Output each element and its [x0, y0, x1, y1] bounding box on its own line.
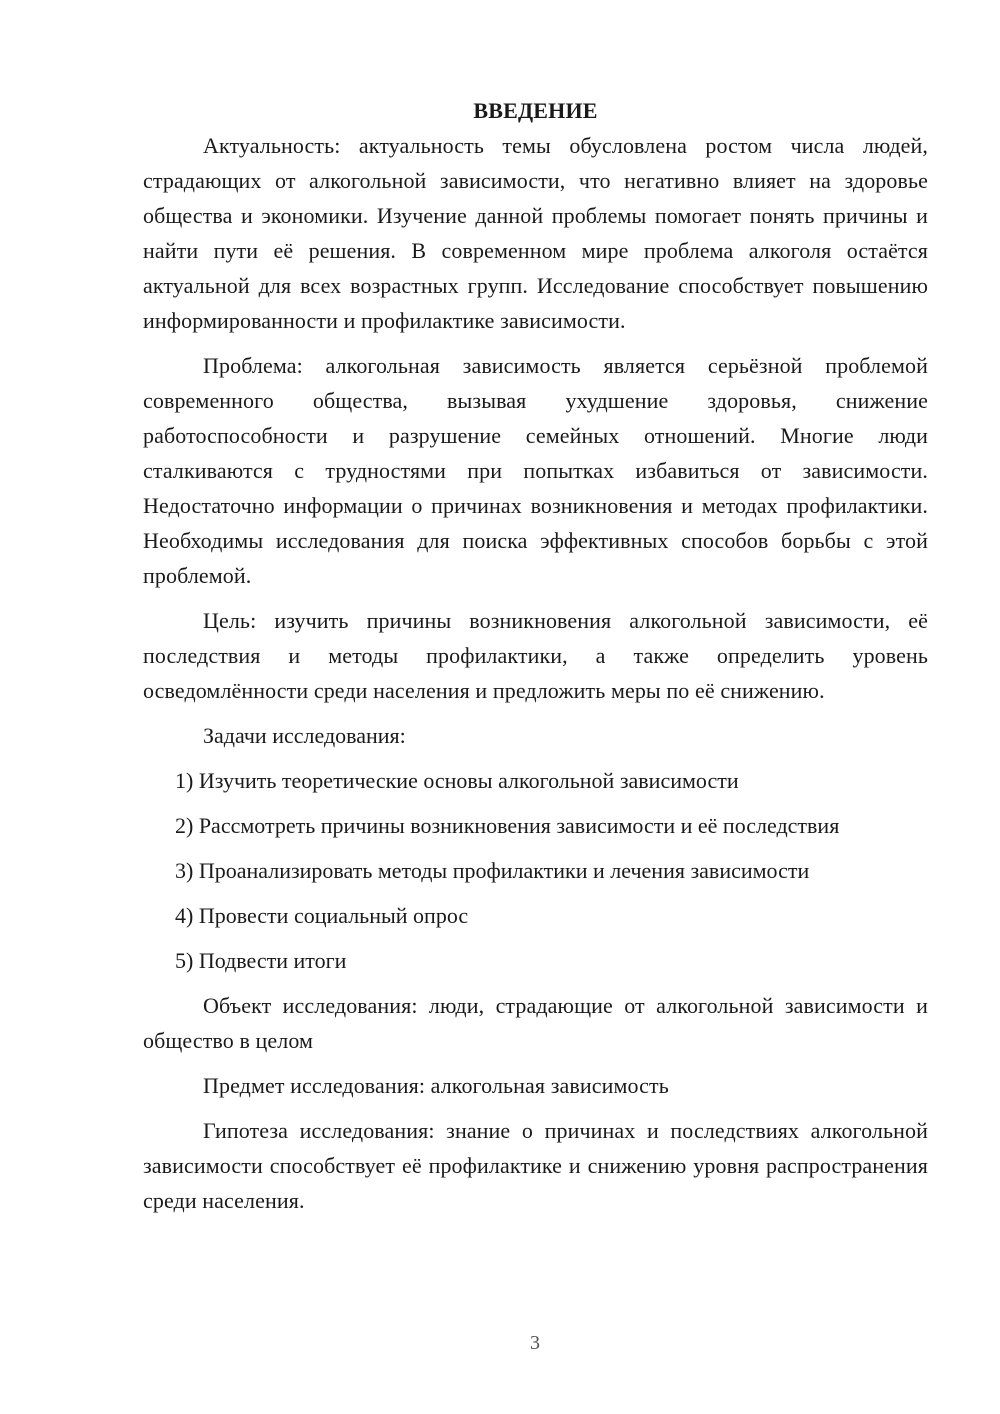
- task-list: [143, 763, 928, 978]
- task-item: 3) Проанализировать методы профилактики и лечения зависимости: [175, 858, 810, 883]
- relevance-paragraph: Актуальность: актуальность темы обусловлена ростом числа людей, страдающих от алкогольной зависимости, что негативно влияет на здоровье общества и экономики. Изучение данной проблемы помогает понять причины и найти пути её решения. В современном мире проблема алкоголя остаётся актуальной для всех возрастных групп. Исследование способствует повышению информированности и профилактике зависимости.: [143, 133, 928, 333]
- task-item: 4) Провести социальный опрос: [175, 903, 469, 928]
- subject-paragraph: Предмет исследования: алкогольная зависимость: [203, 1073, 669, 1098]
- page-number: 3: [530, 1332, 540, 1354]
- hypothesis-paragraph: Гипотеза исследования: знание о причинах и последствиях алкогольной зависимости способствует её профилактике и снижению уровня распространения среди населения.: [143, 1118, 928, 1213]
- tasks-title: Задачи исследования:: [203, 723, 406, 748]
- task-item: 5) Подвести итоги: [175, 948, 347, 973]
- task-item: 1) Изучить теоретические основы алкогольной зависимости: [175, 768, 739, 793]
- goal-paragraph: Цель: изучить причины возникновения алкогольной зависимости, её последствия и методы профилактики, а также определить уровень осведомлённости среди населения и предложить меры по её снижению.: [143, 608, 928, 703]
- document-page: [143, 93, 928, 1228]
- section-heading: ВВЕДЕНИЕ: [473, 98, 598, 123]
- problem-paragraph: Проблема: алкогольная зависимость является серьёзной проблемой современного общества, вызывая ухудшение здоровья, снижение работоспособности и разрушение семейных отношений. Многие люди сталкиваются с трудностями при попытках избавиться от зависимости. Недостаточно информации о причинах возникновения и методах профилактики. Необходимы исследования для поиска эффективных способов борьбы с этой проблемой.: [143, 353, 928, 588]
- task-item: 2) Рассмотреть причины возникновения зависимости и её последствия: [175, 813, 840, 838]
- object-paragraph: Объект исследования: люди, страдающие от алкогольной зависимости и общество в целом: [143, 993, 928, 1053]
